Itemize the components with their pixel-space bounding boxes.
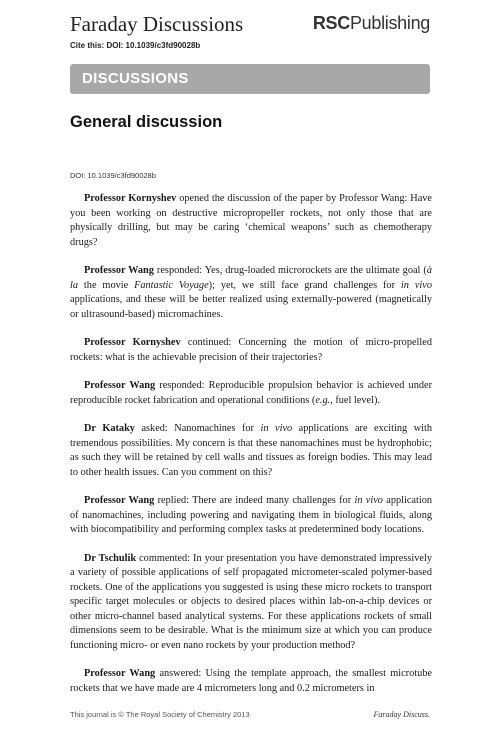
italic-term: à la (70, 265, 432, 291)
speaker-name: Professor Wang (84, 495, 155, 506)
paragraph-text: applications, and these will be better realized using externally-powered (magnetically or ultrasound-based) micromachines. (70, 294, 432, 320)
section-banner-label: DISCUSSIONS (82, 70, 189, 87)
discussion-paragraph (70, 667, 432, 696)
paragraph-text: asked: Nanomachines for (134, 423, 261, 434)
discussion-paragraph (70, 264, 432, 322)
paragraph-text: application of nanomachines, including powering and navigating them in biological fluids, along with biocompatibility and performing complex tasks at predetermined body locations. (70, 495, 432, 535)
speaker-name: Professor Wang (84, 380, 156, 391)
paragraph-text: answered: Using the template approach, the smallest microtube rockets that we have made are 4 micrometers long and 0.2 micrometers in (70, 668, 432, 694)
paragraph-text: replied: There are indeed many challenges for (154, 495, 355, 506)
publisher-logo-publishing: Publishing (349, 13, 430, 33)
paragraph-text: , fuel level). (330, 394, 380, 406)
section-banner (70, 64, 430, 94)
discussion-body (70, 192, 432, 725)
paragraph-text: ); yet, we still face grand challenges for (208, 279, 401, 291)
discussion-paragraph (70, 379, 432, 408)
discussion-paragraph (70, 336, 432, 365)
article-title: General discussion (70, 113, 223, 131)
journal-title: Faraday Discussions (70, 12, 244, 36)
discussion-paragraph (70, 552, 432, 654)
discussion-paragraph (70, 494, 432, 538)
italic-term: in vivo (400, 279, 432, 291)
speaker-name: Professor Wang (84, 668, 156, 679)
italic-term: Fantastic Voyage (134, 279, 209, 291)
paragraph-text: responded: Reproducible propulsion behavior is achieved under reproducible rocket fabrication and operational conditions ( (70, 380, 432, 406)
paragraph-text: the movie (78, 279, 135, 291)
italic-term: in vivo (354, 495, 383, 506)
speaker-name: Professor Kornyshev (84, 337, 181, 348)
paragraph-text: opened the discussion of the paper by Professor Wang: Have you been working on destructive micropropeller rockets, not only those that are physically drilling, but may be caring ‘chemical weapons’ such as chemotherapy drugs? (70, 193, 432, 248)
italic-term: in vivo (260, 423, 293, 434)
publisher-logo-rsc: RSC (312, 13, 350, 33)
publisher-logo (313, 13, 430, 34)
doi-line: DOI: 10.1039/c3fd90028b (70, 171, 156, 180)
footer-copyright: This journal is © The Royal Society of Chemistry 2013 (70, 710, 250, 719)
paragraph-text: responded: Yes, drug-loaded microrockets are the ultimate goal ( (153, 265, 427, 276)
footer-journal-abbrev: Faraday Discuss. (373, 710, 430, 719)
speaker-name: Professor Wang (84, 265, 154, 276)
paragraph-text: continued: Concerning the motion of micro-propelled rockets: what is the achievable precision of their trajectories? (70, 337, 432, 363)
paragraph-text: applications are exciting with tremendous possibilities. My concern is that these nanomachines must be hydrophobic; as such they will be retained by cell walls and tissues as foreign bodies. This may lead to other health issues. Can you comment on this? (70, 423, 432, 478)
speaker-name: Dr Tschulik (84, 552, 137, 564)
discussion-paragraph (70, 422, 432, 480)
cite-line: Cite this: DOI: 10.1039/c3fd90028b (70, 41, 201, 50)
italic-term: e.g. (315, 394, 331, 406)
speaker-name: Dr Kataky (84, 423, 135, 434)
paragraph-text: commented: In your presentation you have demonstrated impressively a variety of possible applications of self propagated micrometer-scaled polymer-based rockets. One of the applications you suggested is using these micro rockets to transport specific target molecules or objects to desired places within lab-on-a-chip devices or other micro-channel based analytical systems. For these applications rockets of small dimensions seem to be desirable. What is the minimum size at which you can produce functioning micro- or even nano rockets by your production method? (70, 552, 432, 651)
discussion-paragraph (70, 192, 432, 250)
speaker-name: Professor Kornyshev (84, 193, 177, 204)
